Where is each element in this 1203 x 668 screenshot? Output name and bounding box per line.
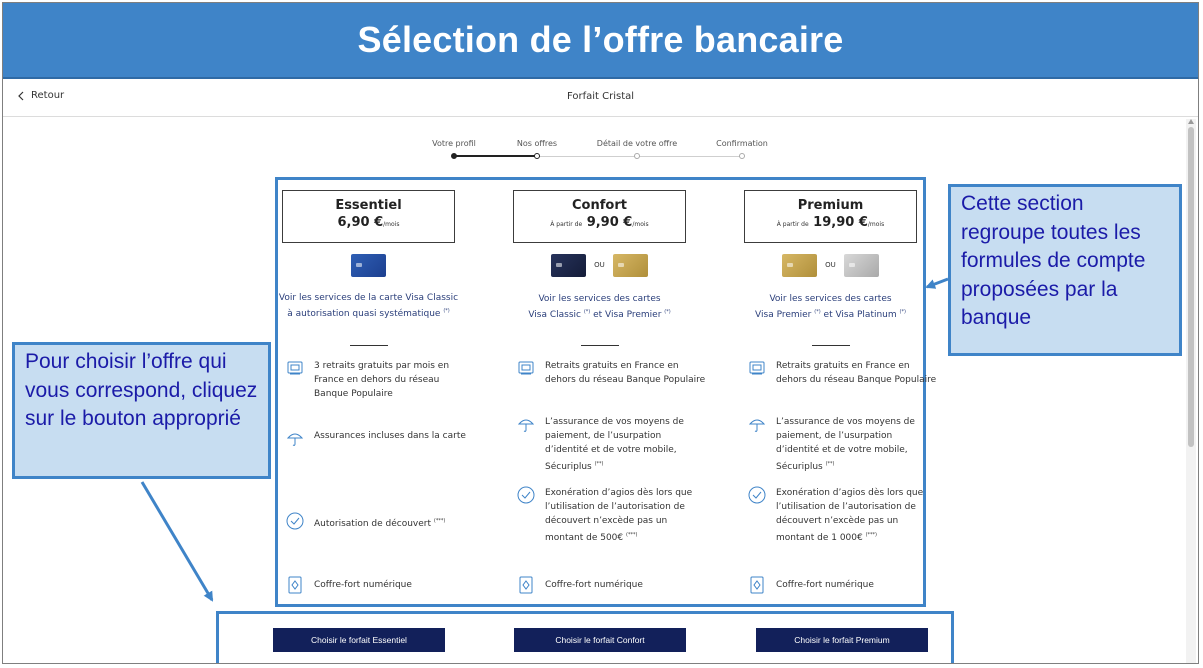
footnote: (*) <box>664 309 671 315</box>
footnote: (***) <box>865 532 877 538</box>
feature-item <box>517 359 707 387</box>
feature-text <box>314 514 445 531</box>
cards-row <box>740 253 921 277</box>
step-dot-1 <box>451 153 457 159</box>
feature-text: 3 retraits gratuits par mois en France en dehors du réseau Banque Populaire <box>314 361 450 399</box>
feature-text: Retraits gratuits en France en dehors du réseau Banque Populaire <box>776 361 937 385</box>
visa-platinum-card-image <box>844 254 879 277</box>
or-label: OU <box>825 261 836 269</box>
price-suffix: /mois <box>632 221 649 228</box>
buttons-section <box>216 611 954 664</box>
check-circle-icon <box>286 512 304 530</box>
atm-icon <box>748 359 766 377</box>
cards-link-line1: Voir les services des cartes <box>538 294 661 304</box>
cards-link-text: Voir les services de la carte Visa Classic à autorisation quasi systématique <box>278 293 459 319</box>
feature-item <box>286 512 476 531</box>
feature-text <box>776 486 938 545</box>
step-label-offres: Nos offres <box>516 139 558 148</box>
umbrella-icon <box>286 429 304 447</box>
step-dot-3 <box>634 153 640 159</box>
scroll-up-icon[interactable] <box>1188 119 1194 124</box>
stepper <box>3 139 1198 169</box>
footnote: (*) <box>814 309 821 315</box>
scrollbar[interactable] <box>1186 119 1196 664</box>
cards-row <box>278 253 459 277</box>
step-label-confirmation: Confirmation <box>716 139 768 148</box>
feature-text-main: L’assurance de vos moyens de paiement, de l’usurpation d’identité et de votre mobile, Sécuriplus <box>545 417 684 472</box>
feature-text: Coffre-fort numérique <box>314 580 412 590</box>
offers-section <box>275 177 937 607</box>
scrollbar-thumb[interactable] <box>1188 127 1194 447</box>
price-value: 9,90 € <box>586 215 633 230</box>
callout-offers-info: Cette section regroupe toutes les formules de compte proposées par la banque <box>948 184 1182 356</box>
offer-header <box>282 190 455 243</box>
choose-confort-button[interactable]: Choisir le forfait Confort <box>514 628 686 652</box>
visa-premier-card-image <box>782 254 817 277</box>
price-prefix: À partir de <box>776 221 809 228</box>
feature-item <box>517 415 707 474</box>
feature-text: Assurances incluses dans la carte <box>314 431 466 441</box>
feature-item <box>748 486 938 545</box>
feature-item <box>748 359 938 387</box>
feature-text <box>545 486 707 545</box>
callout-choose-info: Pour choisir l’offre qui vous correspond, cliquez sur le bouton approprié <box>12 342 271 479</box>
cards-link-line1: Voir les services des cartes <box>769 294 892 304</box>
choose-essentiel-button[interactable]: Choisir le forfait Essentiel <box>273 628 445 652</box>
feature-text-main: Exonération d’agios dès lors que l’utilisation de l’autorisation de découvert n’excède pas un montant de 1 000€ <box>776 488 924 543</box>
footnote: (***) <box>433 518 446 524</box>
cards-link[interactable] <box>509 293 690 322</box>
offer-name: Essentiel <box>335 198 402 213</box>
offer-price <box>283 215 454 230</box>
feature-text-main: Autorisation de découvert <box>314 519 432 529</box>
banner-title: Sélection de l’offre bancaire <box>357 19 844 60</box>
feature-item <box>286 429 476 447</box>
cards-link-premier: et Visa Premier <box>593 310 662 320</box>
offer-confort <box>509 190 712 600</box>
offer-header <box>513 190 686 243</box>
or-label: OU <box>594 261 605 269</box>
feature-text-main: L’assurance de vos moyens de paiement, de l’usurpation d’identité et de votre mobile, Sécuriplus <box>776 417 915 472</box>
footnote: (**) <box>594 461 604 467</box>
choose-premium-button[interactable]: Choisir le forfait Premium <box>756 628 928 652</box>
price-prefix: À partir de <box>550 221 583 228</box>
divider <box>812 345 850 346</box>
offer-name: Premium <box>797 198 864 213</box>
price-suffix: /mois <box>867 221 885 228</box>
feature-text <box>776 415 938 474</box>
cards-link-platinum: et Visa Platinum <box>823 310 897 320</box>
feature-item <box>517 486 707 545</box>
visa-classic-card-image <box>351 254 386 277</box>
page-header <box>3 79 1198 117</box>
feature-item <box>286 576 476 594</box>
check-circle-icon <box>517 486 535 504</box>
step-label-detail: Détail de votre offre <box>596 139 678 148</box>
feature-item <box>748 576 938 594</box>
step-progress-done <box>454 155 537 157</box>
step-dot-2 <box>534 153 540 159</box>
offer-price <box>745 215 916 230</box>
banner <box>3 3 1198 79</box>
price-value: 19,90 € <box>813 215 868 230</box>
feature-item <box>748 415 938 474</box>
check-circle-icon <box>748 486 766 504</box>
price-suffix: /mois <box>383 221 400 228</box>
visa-classic-card-image <box>551 254 586 277</box>
feature-text-main: Exonération d’agios dès lors que l’utilisation de l’autorisation de découvert n’excède pas un montant de 500€ <box>545 488 693 543</box>
cards-link-classic: Visa Classic <box>528 310 581 320</box>
feature-item <box>517 576 707 594</box>
cards-link-premier: Visa Premier <box>755 310 812 320</box>
feature-item <box>286 359 476 401</box>
offer-price <box>514 215 685 230</box>
digital-safe-icon <box>286 576 304 594</box>
divider <box>581 345 619 346</box>
offer-essentiel <box>278 190 481 600</box>
offer-premium <box>740 190 943 600</box>
feature-text: Retraits gratuits en France en dehors du réseau Banque Populaire <box>545 361 706 385</box>
step-label-profil: Votre profil <box>432 139 476 148</box>
page-title: Forfait Cristal <box>566 91 635 102</box>
footnote: (*) <box>899 309 906 315</box>
divider <box>350 345 388 346</box>
footnote: (***) <box>626 532 638 538</box>
umbrella-icon <box>517 415 535 433</box>
footnote: (*) <box>443 308 450 314</box>
umbrella-icon <box>748 415 766 433</box>
back-label: Retour <box>31 90 65 101</box>
step-dot-4 <box>739 153 745 159</box>
footnote: (*) <box>583 309 591 315</box>
digital-safe-icon <box>748 576 766 594</box>
atm-icon <box>286 359 304 377</box>
feature-text: Coffre-fort numérique <box>776 580 874 590</box>
offer-header <box>744 190 917 243</box>
feature-text <box>545 415 707 474</box>
cards-row <box>509 253 690 277</box>
price-value: 6,90 € <box>337 215 384 230</box>
cards-link[interactable] <box>278 292 459 321</box>
feature-text: Coffre-fort numérique <box>545 580 643 590</box>
visa-premier-card-image <box>613 254 648 277</box>
cards-link[interactable] <box>740 293 921 322</box>
footnote: (**) <box>825 461 835 467</box>
digital-safe-icon <box>517 576 535 594</box>
offer-name: Confort <box>572 198 627 213</box>
atm-icon <box>517 359 535 377</box>
